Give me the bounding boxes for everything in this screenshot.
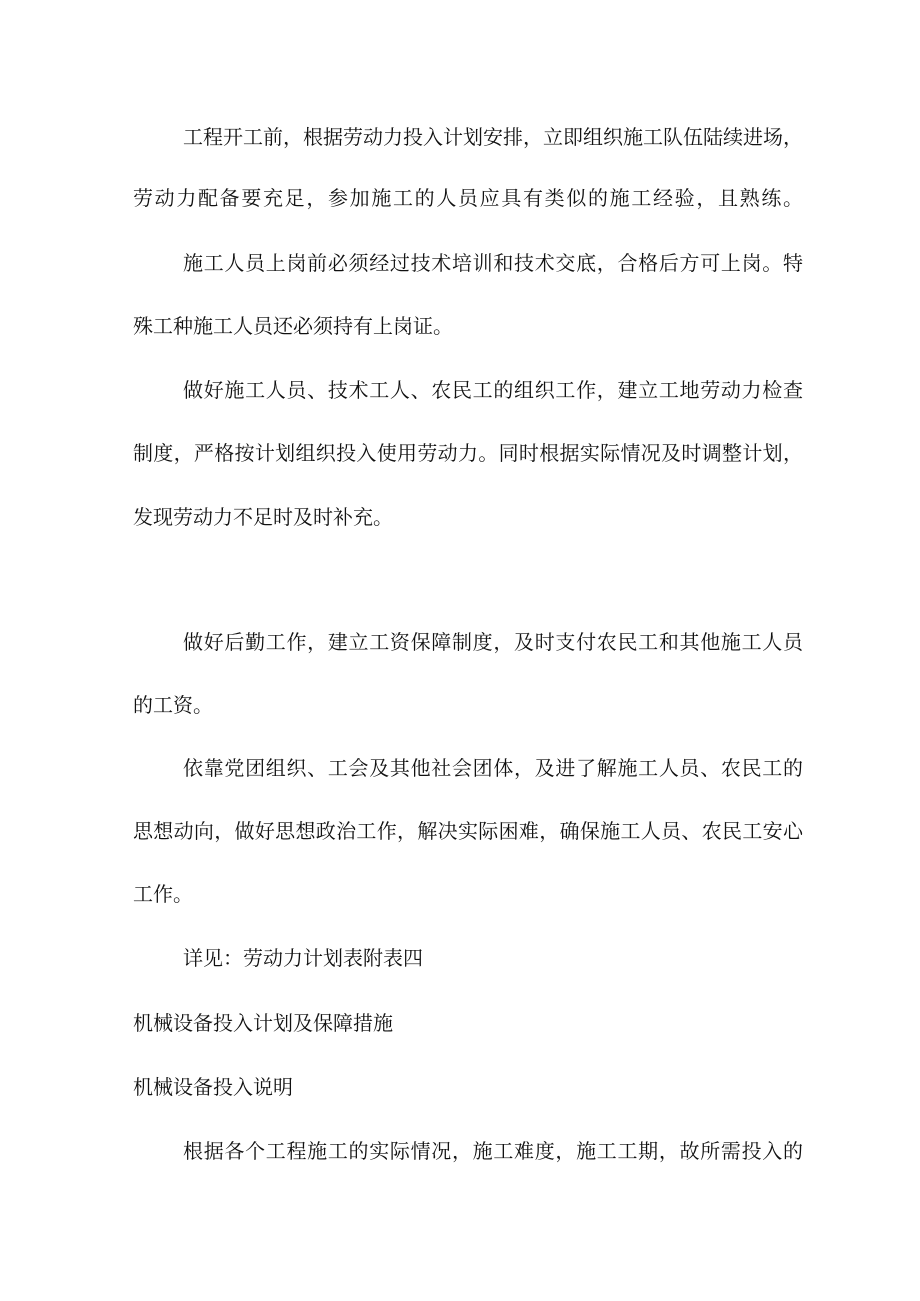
paragraph-line: 殊工种施工人员还必须持有上岗证。 xyxy=(133,314,453,338)
paragraph-line: 依靠党团组织、工会及其他社会团体，及进了解施工人员、农民工的 xyxy=(183,756,803,780)
paragraph-line: 做好施工人员、技术工人、农民工的组织工作，建立工地劳动力检查 xyxy=(183,378,803,402)
paragraph-line: 根据各个工程施工的实际情况，施工难度，施工工期，故所需投入的 xyxy=(183,1139,803,1163)
paragraph-line: 详见：劳动力计划表附表四 xyxy=(183,946,423,970)
paragraph-line: 的工资。 xyxy=(133,693,213,717)
paragraph-line: 做好后勤工作，建立工资保障制度，及时支付农民工和其他施工人员 xyxy=(183,630,803,654)
paragraph-line: 发现劳动力不足时及时补充。 xyxy=(133,505,393,529)
subsection-heading: 机械设备投入说明 xyxy=(133,1075,293,1099)
paragraph-line: 工程开工前，根据劳动力投入计划安排，立即组织施工队伍陆续进场， xyxy=(183,125,803,149)
paragraph-line: 思想动向，做好思想政治工作，解决实际困难，确保施工人员、农民工安心 xyxy=(133,819,803,843)
paragraph-line: 工作。 xyxy=(133,882,193,906)
section-heading: 机械设备投入计划及保障措施 xyxy=(133,1011,393,1035)
paragraph-line: 劳动力配备要充足，参加施工的人员应具有类似的施工经验，且熟练。 xyxy=(133,186,803,210)
paragraph-line: 制度，严格按计划组织投入使用劳动力。同时根据实际情况及时调整计划， xyxy=(133,441,803,465)
paragraph-line: 施工人员上岗前必须经过技术培训和技术交底，合格后方可上岗。特 xyxy=(183,251,803,275)
